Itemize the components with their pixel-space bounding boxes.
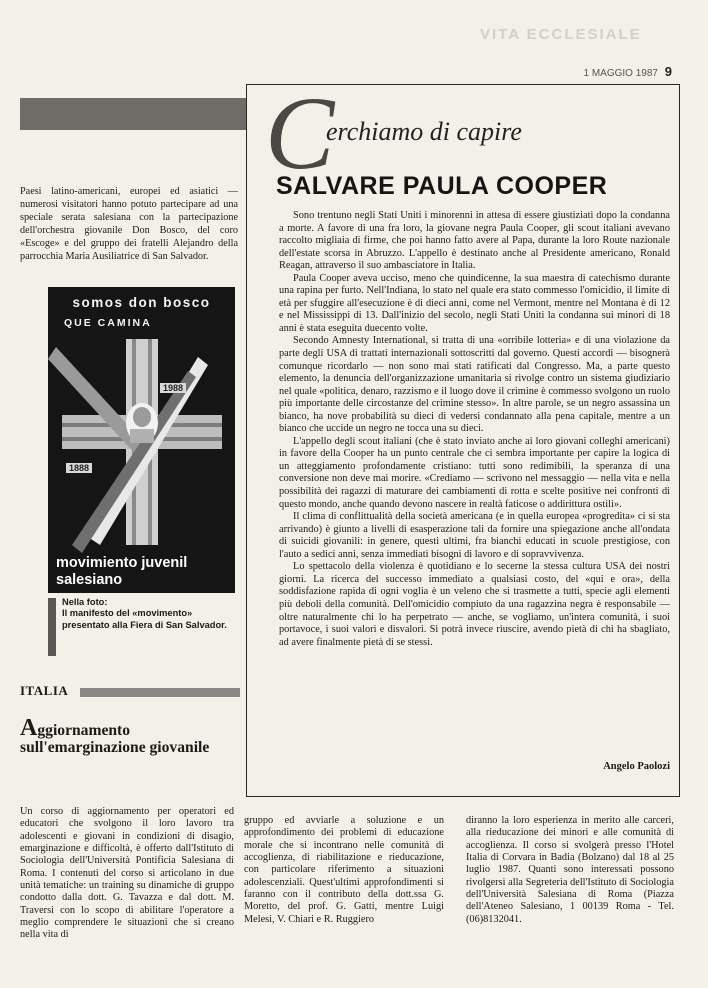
article-column-3: diranno la loro esperienza in merito alle carceri, alla rieducazione dei minori e alle comunità di accoglienza. Il corso si svolgerà presso l'Hotel Italia di Corvara in Badia (Bolzano) dal 18 al 25 luglio 1987. Quanti sono interessati possono rivolgersi alla Segreteria dell'Istituto di Sociologia dell'Università Salesiana di Roma (Piazza dell'Ateneo Salesiano, 1 00139 Roma - Tel. (06)8132041. xyxy=(466,815,674,925)
paragraph: Paula Cooper aveva ucciso, meno che quindicenne, la sua maestra di catechismo durante una rapina per furto. Nell'Indiana, lo stato nel quale era stato commesso l'omicidio, il limite di età per sfuggire all'esecuzione è di dieci anni, come nel Vermont, mentre nel Montana è di 12 e nel Mississippi di 13. Dall'inizio del secolo, negli Stati Uniti la condanna sui minori di 18 anni è stata eseguita duecento volte. xyxy=(279,272,670,334)
poster-footer xyxy=(56,555,231,589)
article-column-2: gruppo ed avviarle a soluzione e un approfondimento dei problemi di educazione morale che si incontrano nelle comunità di accoglienza, di riabilitazione e rieducazione, con particolare riferimento a situazioni adolescenziali. Quest'ultimi approfondimenti si faranno con il contributo della dott.ssa G. Moretto, del prof. G. Gatti, mentre Luigi Melesi, V. Chiari e R. Ruggiero xyxy=(244,815,444,925)
ghost-section-title: VITA ECCLESIALE xyxy=(480,26,642,43)
poster-footer-line1: movimiento juvenil xyxy=(56,555,188,571)
article-title-initial: A xyxy=(20,715,38,741)
paragraph: L'appello degli scout italiani (che è stato inviato anche ai loro giovani colleghi americani) in favore della Cooper ha un punto centrale che ci sembra importante per capire la logica di un atteggiamento profondamente cristiano: tutti sono redimibili, la speranza di una conversione non deve mai morire. «Crediamo — scrivono nel messaggio — nella vita e nella possibilità dei ragazzi di maturare dei cambiamenti di rotta e scelte positive nei confronti di questo mondo, anche quando devono nascere in realtà faticose o addirittura ostili». xyxy=(279,435,670,510)
intro-text: Paesi latino-americani, europei ed asiatici — numerosi visitatori hanno potuto partecipare ad una speciale serata salesiana con la partecipazione dell'orchestra giovanile Don Bosco, del coro «Escoge» e del gruppo dei fratelli Alejandro della parrocchia Maria Ausiliatrice di San Salvador. xyxy=(20,186,238,262)
poster-year-1988: 1988 xyxy=(160,383,186,393)
poster-image xyxy=(48,287,235,593)
caption-text: Il manifesto del «movimento» presentato alla Fiera di San Salvador. xyxy=(62,608,227,630)
issue-date: 1 MAGGIO 1987 xyxy=(583,68,658,79)
poster-year-1888: 1888 xyxy=(66,463,92,473)
page-header xyxy=(584,64,673,79)
author-signature: Angelo Paolozi xyxy=(603,761,670,772)
poster-headline: somos don bosco xyxy=(72,295,211,310)
article-column-1: Un corso di aggiornamento per operatori ed educatori che svolgono il loro lavoro tra adolescenti e giovani in condizioni di disagio, emarginazione e difficoltà, è offerto dall'Istituto di Sociologia dell'Università Pontificia Salesiana di Roma. I contenuti del corso si articolano in due unità tematiche: un training su dinamiche di gruppo condotto dalla dott. G. Tavazza e dal dott. M. Traversi con lo scopo di abilitare l'operatore a meglio comprendere le situazioni che si creano nella vita di xyxy=(20,806,234,941)
paragraph: Lo spettacolo della violenza è quotidiano e lo secerne la stessa cultura USA dei nostri giorni. La ricerca del successo immediato a qualsiasi costo, del «qui e ora», della soddisfazione rapida di ogni voglia è un veleno che si trasmette a tutti, specie agli elementi più deboli della comunità. Dell'omicidio compiuto da una ragazzina negra è responsabile — oltre naturalmente chi lo ha perpetrato — anche, se vogliamo, un'intera comunità, i suoi portavoce, i suoi valori e disvalori. Si potrà invece riuscire, avendo pietà di chi ha sbagliato, ad avere finalmente pietà di se stessi. xyxy=(279,561,670,648)
kicker-initial: C xyxy=(265,76,335,191)
article-title xyxy=(20,715,246,756)
article-title-rest: ggiornamento xyxy=(37,722,131,739)
paragraph: Sono trentuno negli Stati Uniti i minorenni in attesa di essere giustiziati dopo la condanna a morte. A favore di una fra loro, la giovane negra Paula Cooper, gli scout italiani avevano raccolto migliaia di firme, che poi hanno fatto avere al Papa, durante la loro Route nazionale dell'estate scorsa in Abruzzo. L'appello è destinato anche al Presidente americano, Ronald Reagan, attraverso il suo ambasciatore in Italia. xyxy=(279,210,670,272)
main-title: SALVARE PAULA COOPER xyxy=(276,172,608,200)
caption-lead: Nella foto: xyxy=(62,597,108,607)
photo-caption xyxy=(62,597,232,631)
gray-header-bar xyxy=(20,98,246,130)
poster-footer-line2: salesiano xyxy=(56,572,123,588)
article-title-line2: sull'emarginazione giovanile xyxy=(20,739,210,756)
page-number: 9 xyxy=(664,64,672,79)
paragraph: Secondo Amnesty International, si tratta di una «orribile lotteria» e di una violazione da parte degli USA di trattati internazionali sottoscritti dal governo. Questi accordi — bisognerà comunque ricordarlo — non sono mai stati ratificati dal Congresso. Ma, a parte questo elemento, la denuncia dell'organizzazione umanitaria si rivolge contro un sistema giudiziario nel quale «politica, denaro, razzismo e il luogo dove il crimine è commesso svolgono un ruolo più importante delle circostanze del crimine stesso». In altre parole, se un negro assassina un bianco, ha nove probabilità su dieci di vedersi condannato alla pena capitale, mentre a un bianco che uccide un negro ne tocca una su dieci. xyxy=(279,335,670,435)
caption-marker xyxy=(48,598,56,656)
paragraph: Il clima di conflittualità della società americana (e in quella europea «progredita» ci si sta arrivando) è giunto a livelli di esasperazione tali da fornire una spiegazione anche all'ondata di suicidi giovanili: in genere, questi ultimi, fra bianchi educati in scuole prestigiose, con l'auto a sedici anni, senza immediati bisogni di lavoro e di sopravvivenza. xyxy=(279,511,670,560)
section-bar xyxy=(80,688,240,697)
poster-graphic xyxy=(48,287,235,593)
main-article-body xyxy=(279,210,670,649)
section-label: ITALIA xyxy=(20,683,69,698)
poster-subline: QUE CAMINA xyxy=(64,317,152,329)
kicker-text: erchiamo di capire xyxy=(326,117,522,146)
